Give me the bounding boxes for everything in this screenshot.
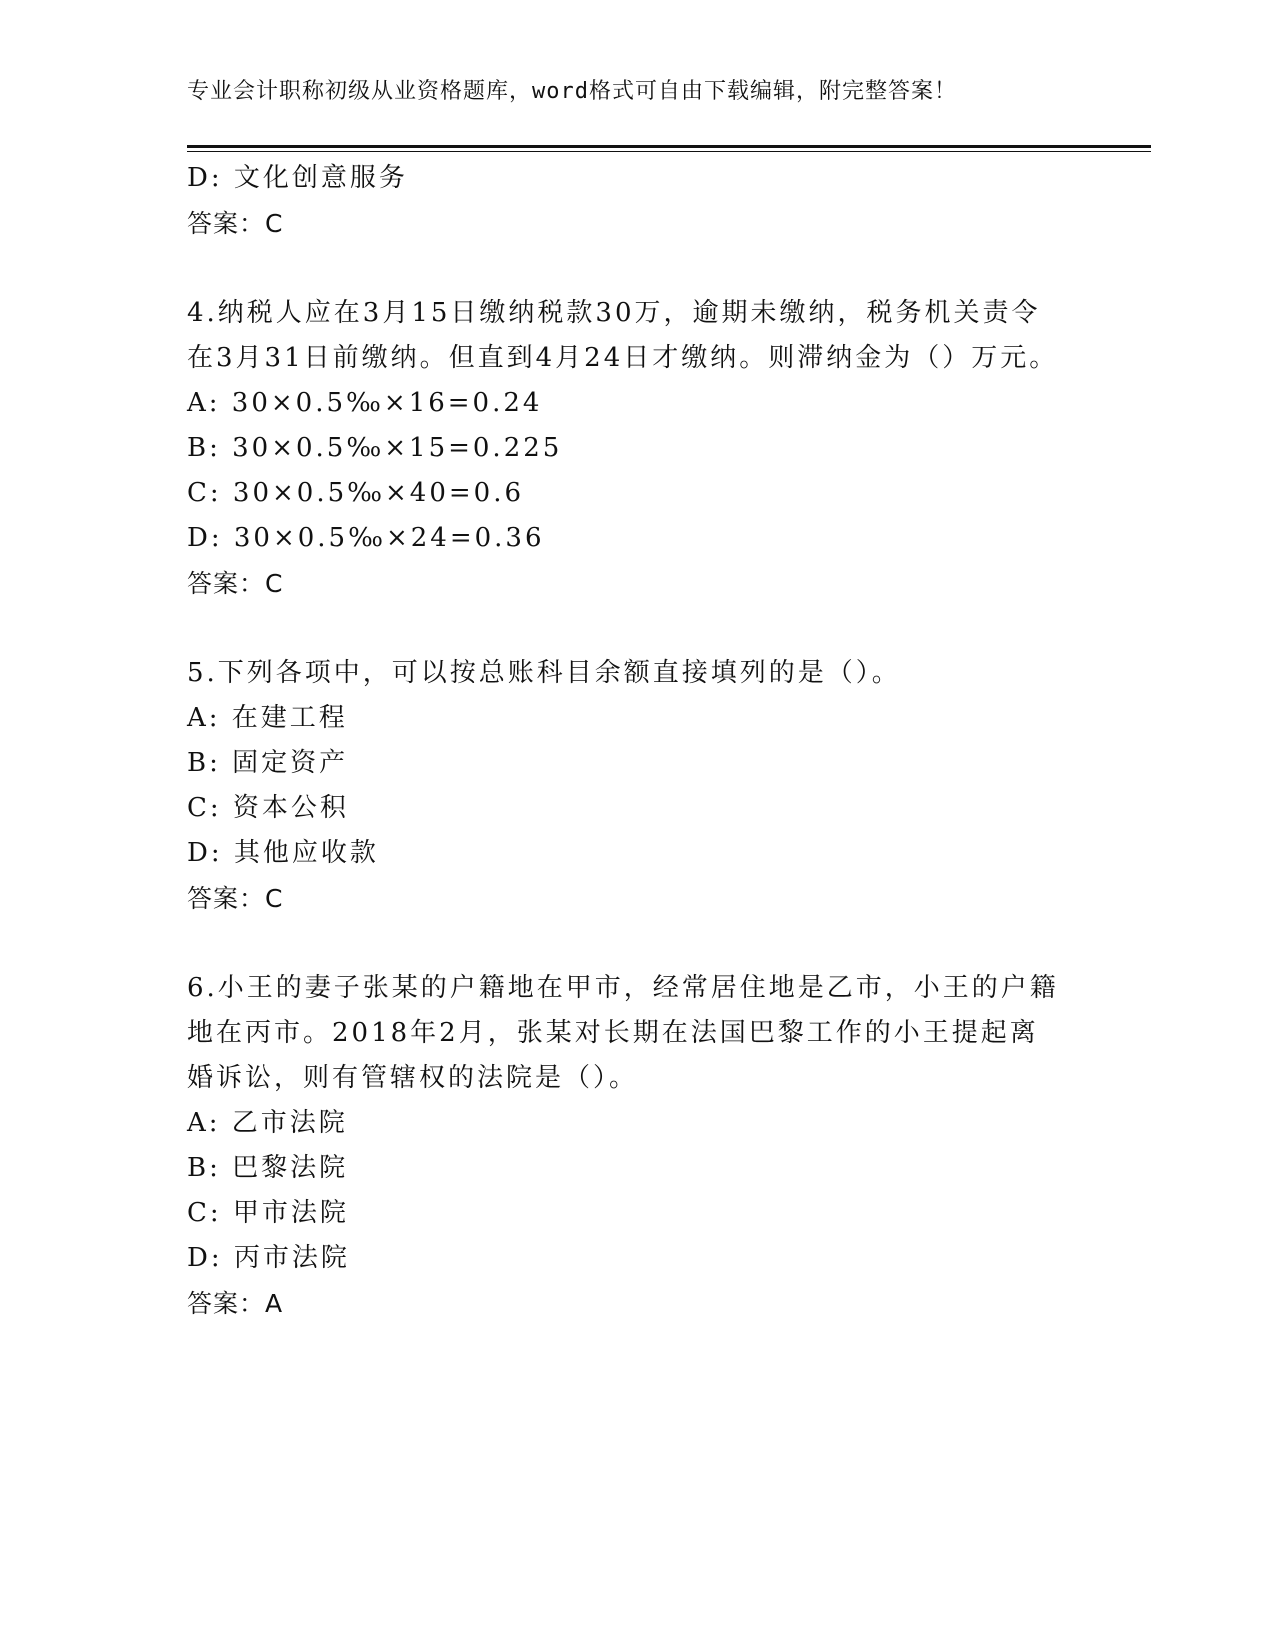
q6-option-c: C: 甲市法院 (187, 1198, 349, 1228)
q5-answer: 答案：C (187, 884, 284, 913)
page-header: 专业会计职称初级从业资格题库，word格式可自由下载编辑，附完整答案！ (187, 79, 957, 104)
q5-option-c: C: 资本公积 (187, 793, 349, 823)
q6-option-b: B: 巴黎法院 (187, 1153, 349, 1183)
header-rule-thick (187, 145, 1151, 148)
q4-answer: 答案：C (187, 569, 284, 598)
prev-option-d: D: 文化创意服务 (187, 163, 408, 193)
q6-option-a: A: 乙市法院 (187, 1108, 348, 1138)
q4-stem: 4.纳税人应在3月15日缴纳税款30万，逾期未缴纳，税务机关责令在3月31日前缴纳。但直到4月24日才缴纳。则滞纳金为（）万元。 (187, 298, 1059, 373)
q4-option-b: B: 30×0.5‰×15=0.225 (187, 433, 563, 463)
header-rule-thin (187, 151, 1151, 152)
q5-stem: 5.下列各项中，可以按总账科目余额直接填列的是（）。 (187, 658, 901, 688)
q5-option-d: D: 其他应收款 (187, 838, 379, 868)
q5-option-b: B: 固定资产 (187, 748, 349, 778)
q4-option-c: C: 30×0.5‰×40=0.6 (187, 478, 525, 508)
q6-option-d: D: 丙市法院 (187, 1243, 350, 1273)
q5-option-a: A: 在建工程 (187, 703, 348, 733)
q4-option-a: A: 30×0.5‰×16=0.24 (187, 388, 543, 418)
q6-answer: 答案：A (187, 1289, 284, 1318)
q6-stem: 6.小王的妻子张某的户籍地在甲市，经常居住地是乙市，小王的户籍地在丙市。2018年2月，张某对长期在法国巴黎工作的小王提起离婚诉讼，则有管辖权的法院是（）。 (187, 973, 1059, 1093)
q4-option-d: D: 30×0.5‰×24=0.36 (187, 523, 545, 553)
question-content (187, 156, 1087, 1326)
prev-answer: 答案：C (187, 209, 284, 238)
